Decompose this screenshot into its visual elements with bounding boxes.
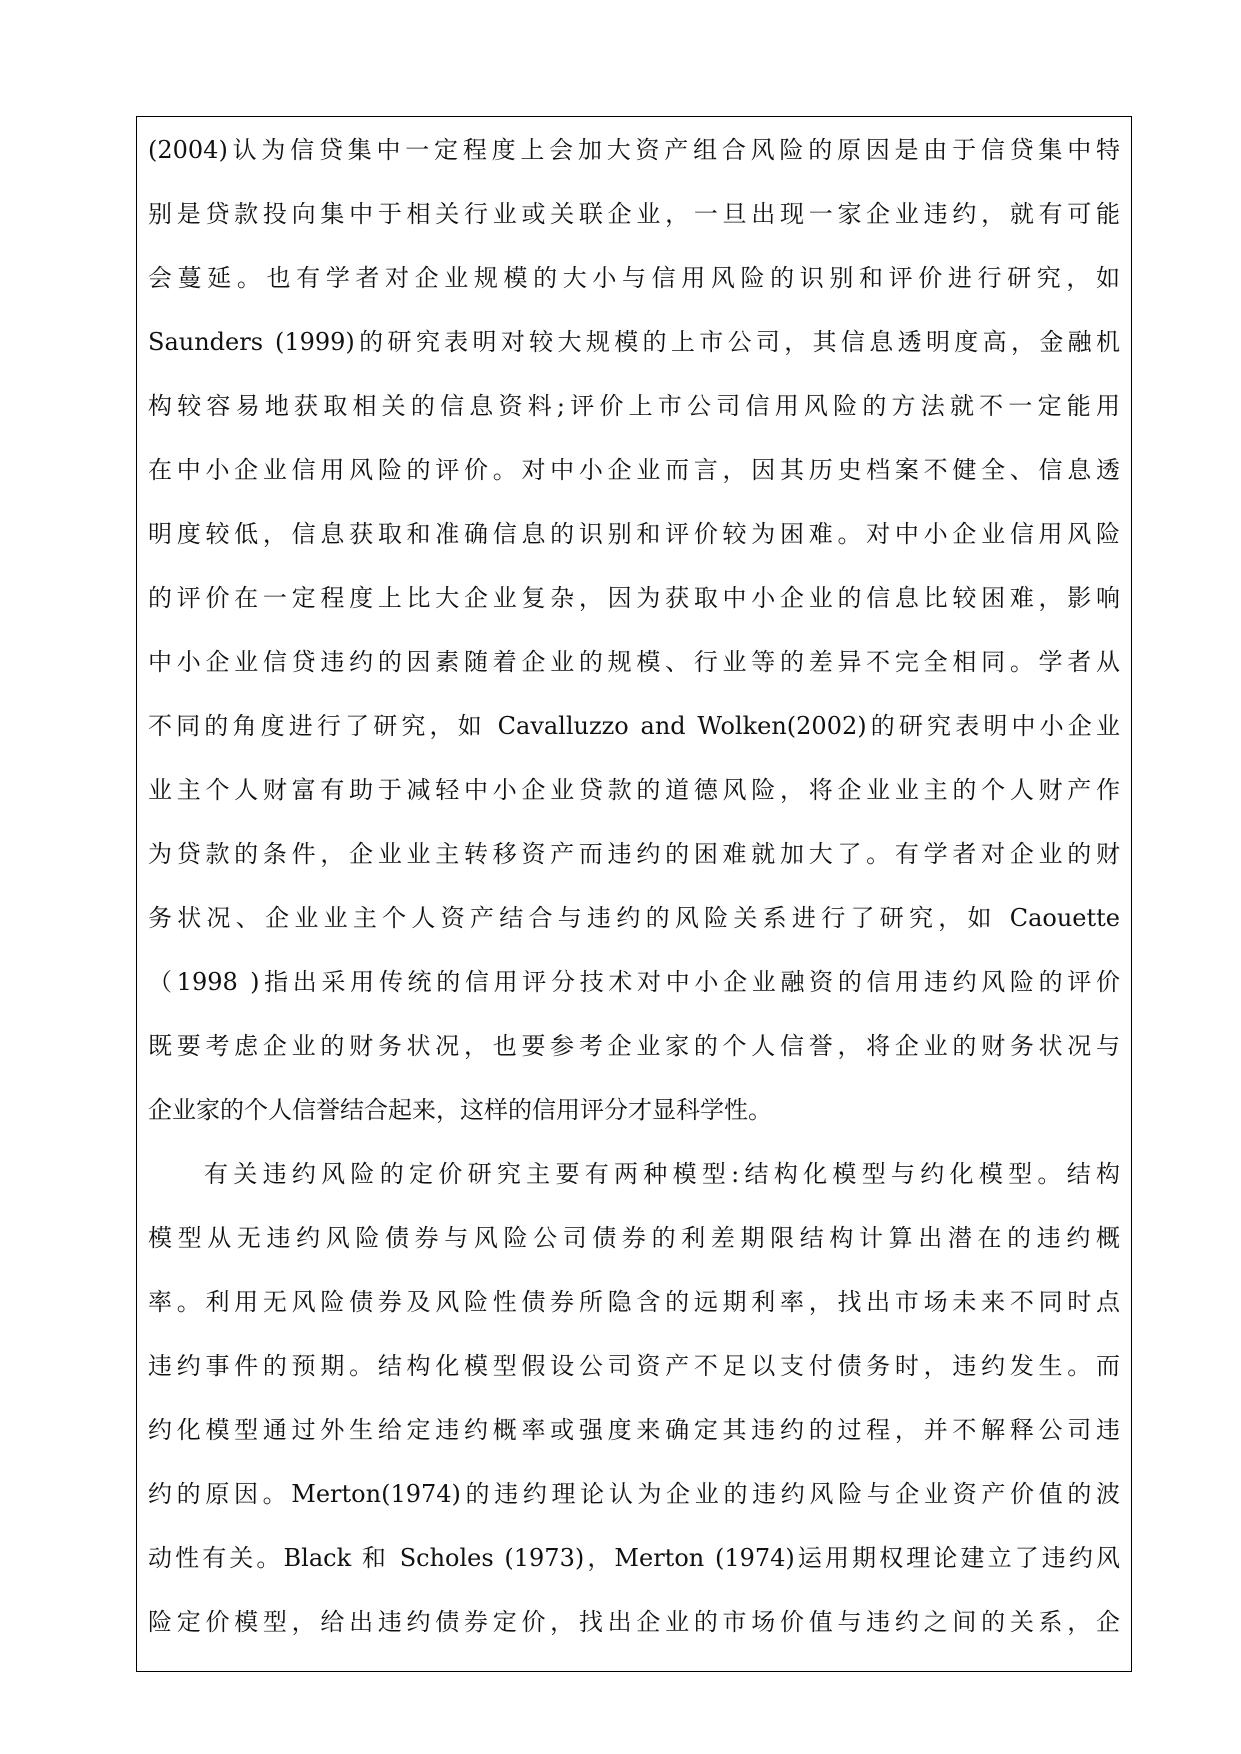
text-line: 约化模型通过外生给定违约概率或强度来确定其违约的过程，并不解释公司违 [148, 1416, 1120, 1444]
text-line: 率。利用无风险债券及风险性债券所隐含的远期利率，找出市场未来不同时点 [148, 1288, 1120, 1316]
text-line: 务状况、企业业主个人资产结合与违约的风险关系进行了研究，如 Caouette [148, 904, 1120, 932]
text-line: 有关违约风险的定价研究主要有两种模型:结构化模型与约化模型。结构 [204, 1160, 1120, 1188]
paragraph-1 [148, 118, 1120, 1142]
text-line: 构较容易地获取相关的信息资料;评价上市公司信用风险的方法就不一定能用 [148, 392, 1120, 420]
text-line: 业主个人财富有助于减轻中小企业贷款的道德风险，将企业业主的个人财产作 [148, 776, 1120, 804]
text-line: （1998 )指出采用传统的信用评分技术对中小企业融资的信用违约风险的评价 [148, 968, 1120, 996]
text-line: 不同的角度进行了研究，如 Cavalluzzo and Wolken(2002)的研究表明中小企业 [148, 712, 1120, 740]
text-line: 在中小企业信用风险的评价。对中小企业而言，因其历史档案不健全、信息透 [148, 456, 1120, 484]
text-line: 约的原因。Merton(1974)的违约理论认为企业的违约风险与企业资产价值的波 [148, 1480, 1120, 1508]
text-line: Saunders (1999)的研究表明对较大规模的上市公司，其信息透明度高，金融机 [148, 328, 1120, 356]
text-line: 险定价模型，给出违约债券定价，找出企业的市场价值与违约之间的关系，企 [148, 1608, 1120, 1636]
text-line: 明度较低，信息获取和准确信息的识别和评价较为困难。对中小企业信用风险 [148, 520, 1120, 548]
text-line: 别是贷款投向集中于相关行业或关联企业，一旦出现一家企业违约，就有可能 [148, 200, 1120, 228]
text-line: 的评价在一定程度上比大企业复杂，因为获取中小企业的信息比较困难，影响 [148, 584, 1120, 612]
text-line: (2004)认为信贷集中一定程度上会加大资产组合风险的原因是由于信贷集中特 [148, 136, 1120, 164]
text-line: 违约事件的预期。结构化模型假设公司资产不足以支付债务时，违约发生。而 [148, 1352, 1120, 1380]
text-line: 企业家的个人信誉结合起来，这样的信用评分才显科学性。 [148, 1096, 772, 1124]
text-line: 会蔓延。也有学者对企业规模的大小与信用风险的识别和评价进行研究，如 [148, 264, 1120, 292]
document-body [148, 118, 1120, 1654]
text-line: 既要考虑企业的财务状况，也要参考企业家的个人信誉，将企业的财务状况与 [148, 1032, 1120, 1060]
paragraph-2 [148, 1142, 1120, 1654]
text-line: 模型从无违约风险债券与风险公司债券的利差期限结构计算出潜在的违约概 [148, 1224, 1120, 1252]
text-line: 中小企业信贷违约的因素随着企业的规模、行业等的差异不完全相同。学者从 [148, 648, 1120, 676]
text-line: 为贷款的条件，企业业主转移资产而违约的困难就加大了。有学者对企业的财 [148, 840, 1120, 868]
text-line: 动性有关。Black 和 Scholes (1973)，Merton (1974)运用期权理论建立了违约风 [148, 1544, 1120, 1572]
